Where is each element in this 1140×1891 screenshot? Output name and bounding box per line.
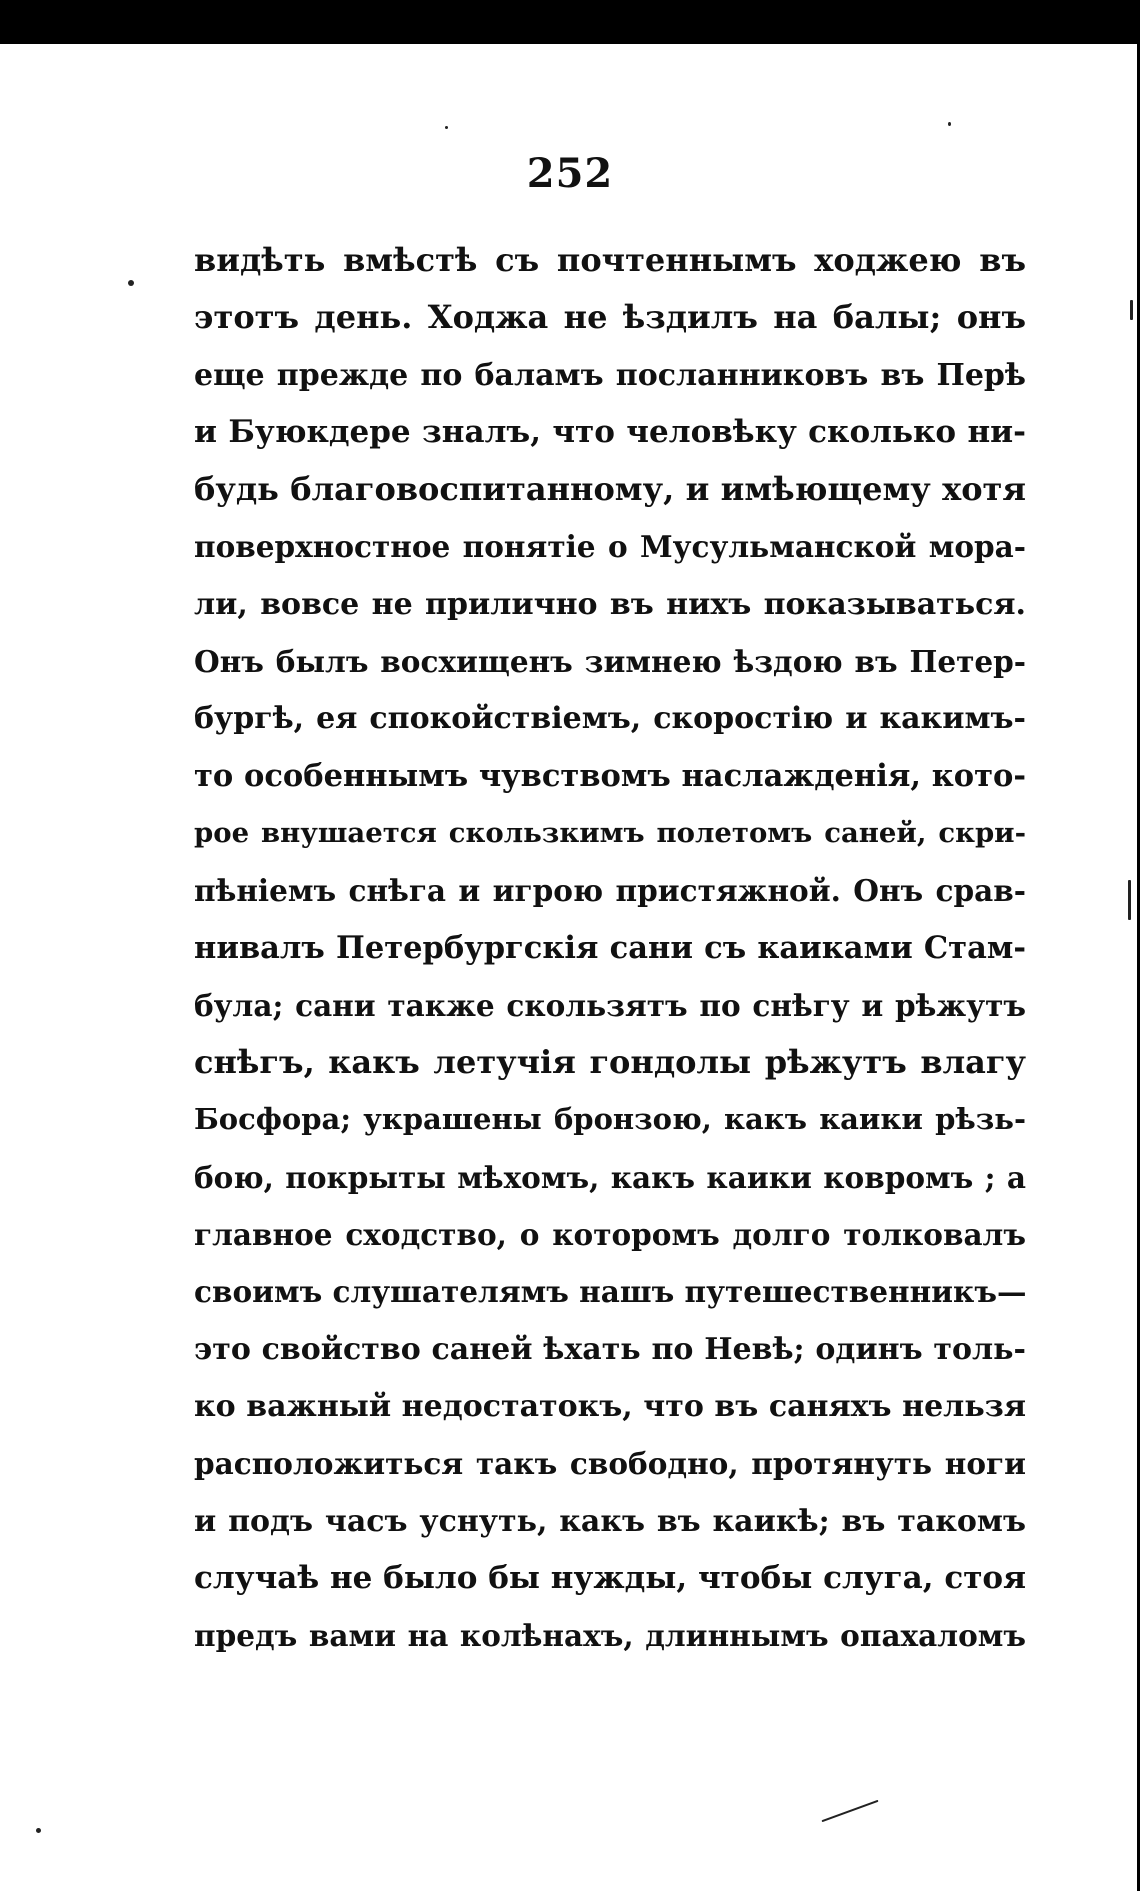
- text-line: бургѣ, ея спокойствіемъ, скоростію и какимъ-: [194, 701, 1026, 737]
- page-number: 252: [526, 150, 614, 197]
- text-line: рое внушается скользкимъ полетомъ саней, скри-: [194, 816, 1026, 849]
- text-line: поверхностное понятіе о Мусульманской мора-: [194, 529, 1026, 565]
- text-line: то особеннымъ чувствомъ наслажденія, кото-: [194, 757, 1026, 794]
- scan-speck: [821, 1800, 878, 1822]
- text-line: видѣть вмѣстѣ съ почтеннымъ ходжею въ: [194, 241, 1026, 279]
- text-line: своимъ слушателямъ нашъ путешественникъ—: [194, 1274, 1026, 1310]
- text-line: и Буюкдере зналъ, что человѣку сколько ни-: [194, 413, 1026, 450]
- text-line: ко важный недостатокъ, что въ саняхъ нельзя: [194, 1388, 1026, 1424]
- text-line: Босфора; украшены бронзою, какъ каики рѣзь-: [194, 1102, 1026, 1137]
- text-line: случаѣ не было бы нужды, чтобы слуга, стоя: [194, 1559, 1026, 1596]
- text-line: ли, вовсе не прилично въ нихъ показываться.: [194, 586, 1026, 622]
- scan-top-border: [0, 0, 1140, 44]
- text-line: снѣгъ, какъ летучія гондолы рѣжутъ влагу: [194, 1043, 1026, 1082]
- scan-speck: [36, 1828, 41, 1833]
- text-line: еще прежде по баламъ посланниковъ въ Перѣ: [194, 357, 1026, 393]
- text-line: будь благовоспитанному, и имѣющему хотя: [194, 470, 1026, 509]
- text-line: этотъ день. Ходжа не ѣздилъ на балы; онъ: [194, 298, 1026, 337]
- text-line: главное сходство, о которомъ долго толковалъ: [194, 1217, 1026, 1253]
- text-line: нивалъ Петербургскія сани съ каиками Стам-: [194, 929, 1026, 966]
- text-line: это свойство саней ѣхать по Невѣ; одинъ толь-: [194, 1331, 1026, 1367]
- body-text: [194, 232, 1026, 1664]
- scan-speck: [1128, 880, 1131, 920]
- text-line: расположиться такъ свободно, протянуть ноги: [194, 1446, 1026, 1482]
- text-line: була; сани также скользятъ по снѣгу и рѣжутъ: [194, 987, 1026, 1023]
- scan-speck: [1130, 300, 1133, 320]
- text-line: Онъ былъ восхищенъ зимнею ѣздою въ Петер-: [194, 644, 1026, 680]
- scan-speck: [128, 280, 134, 286]
- text-line: и подъ часъ уснуть, какъ въ каикѣ; въ такомъ: [194, 1503, 1026, 1539]
- text-line: бою, покрыты мѣхомъ, какъ каики ковромъ ; а: [194, 1159, 1026, 1195]
- scan-speck: [445, 126, 448, 129]
- text-line: предъ вами на колѣнахъ, длиннымъ опахаломъ: [194, 1618, 1026, 1654]
- text-line: пѣніемъ снѣга и игрою пристяжной. Онъ срав-: [194, 873, 1026, 909]
- scan-speck: [948, 122, 951, 126]
